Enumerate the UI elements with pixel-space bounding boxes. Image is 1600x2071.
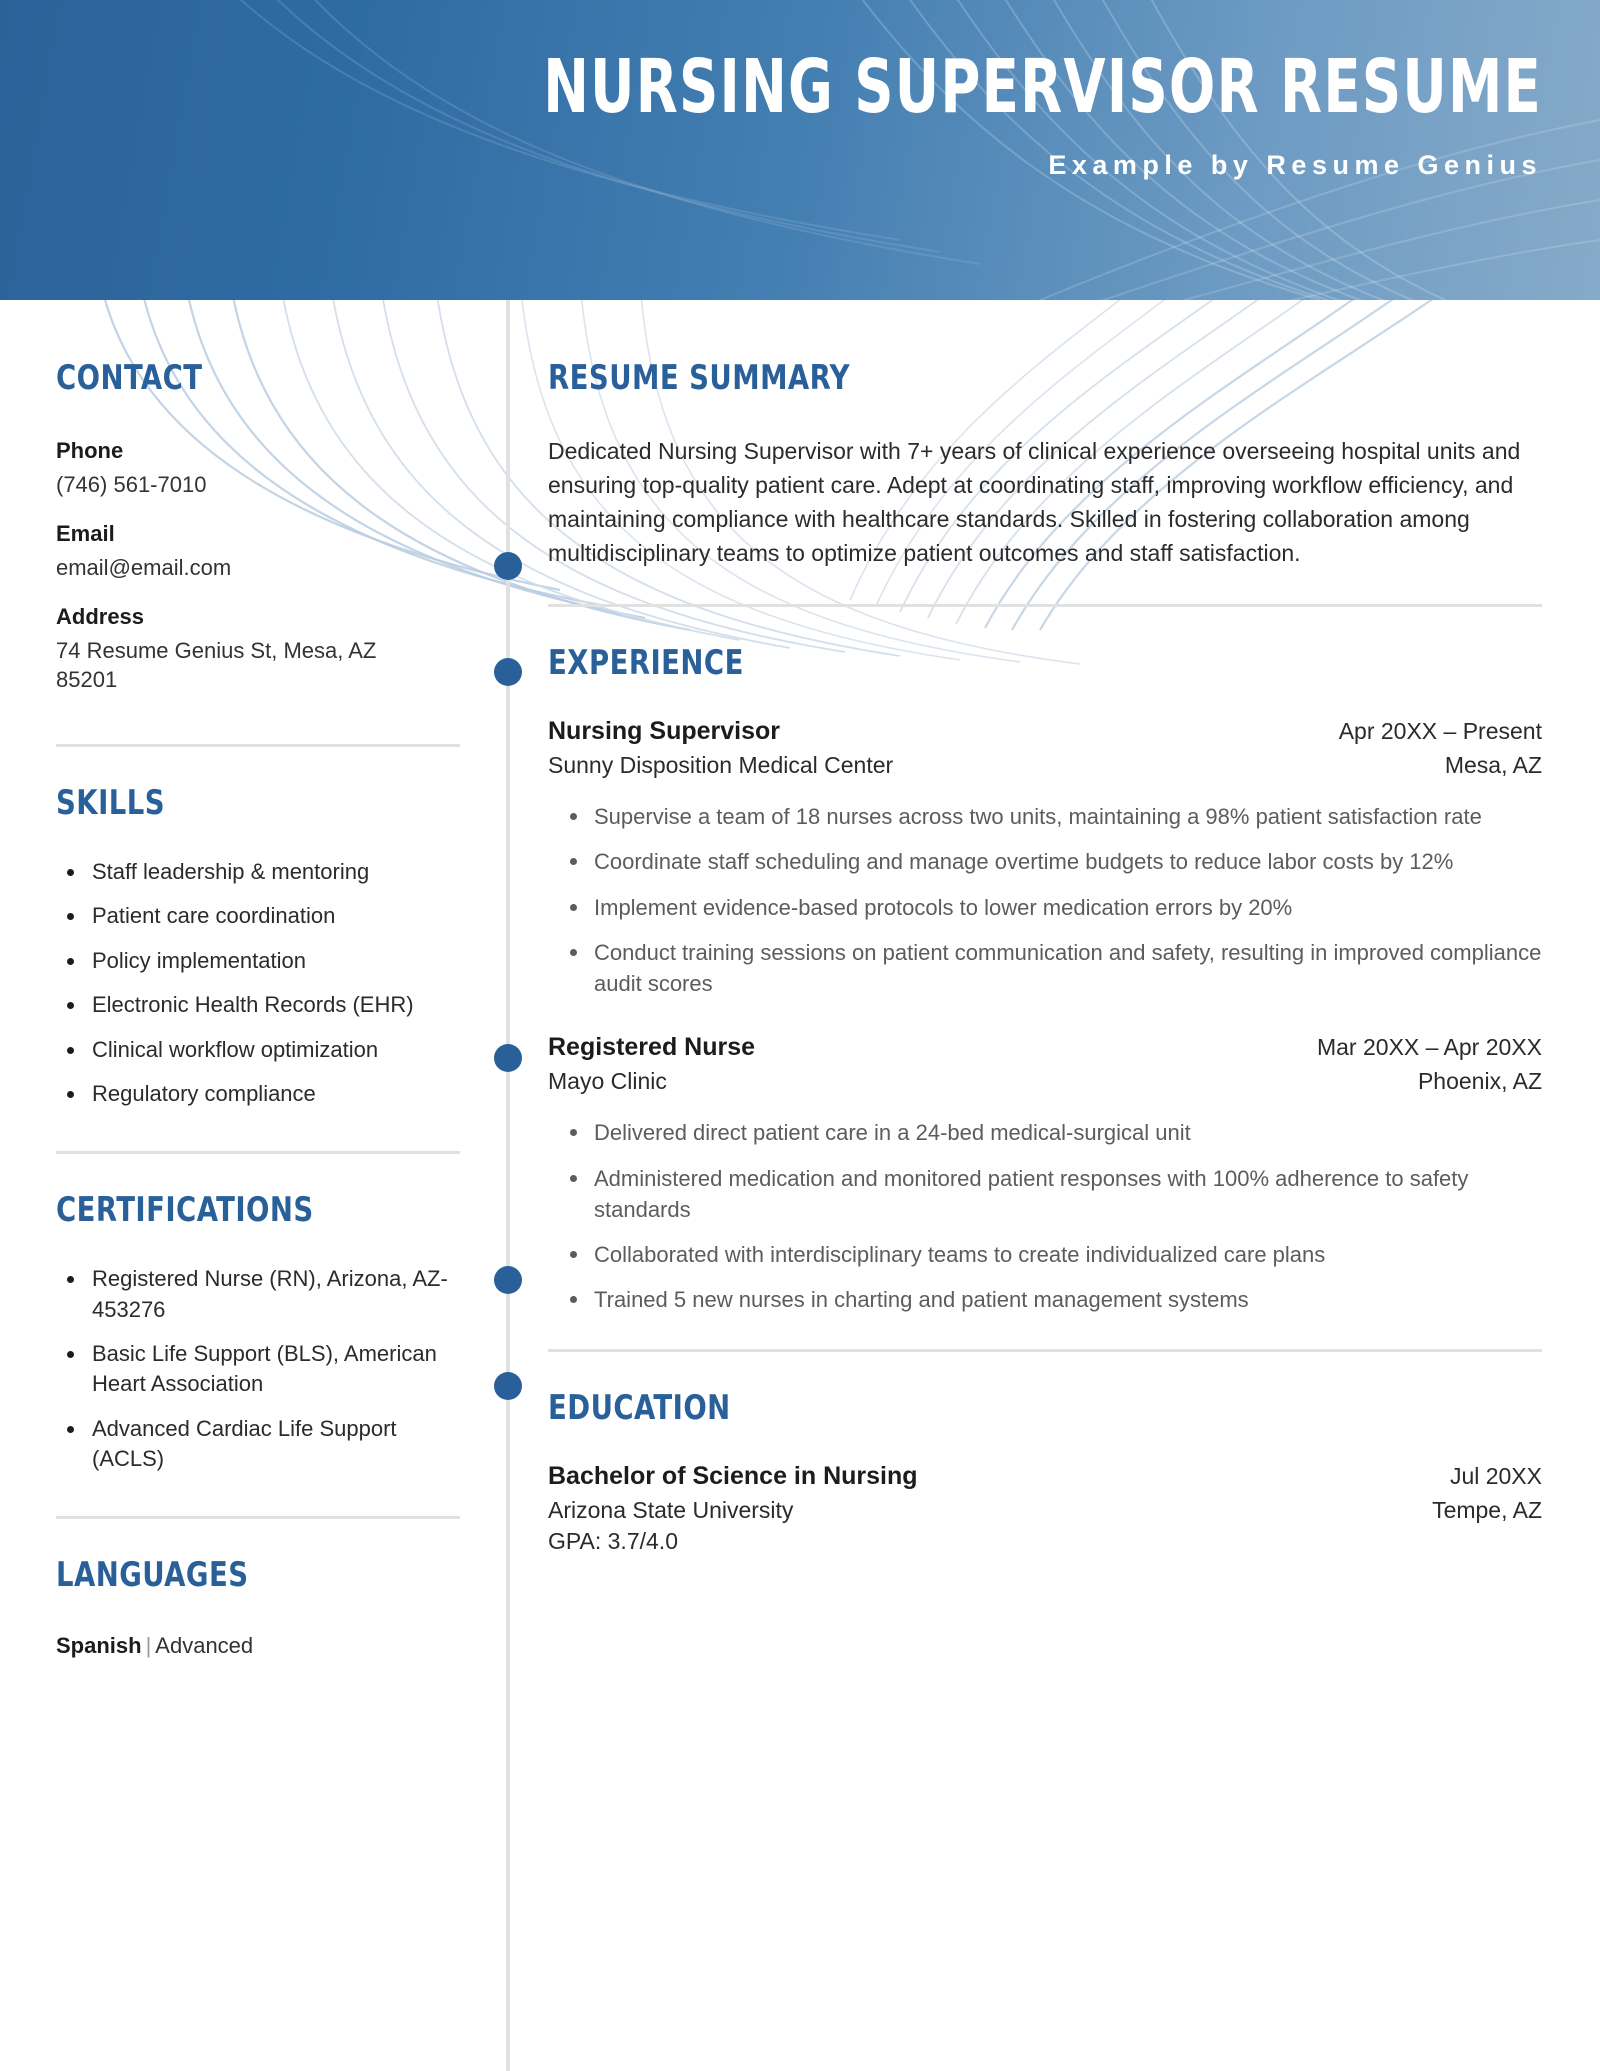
list-item: Administered medication and monitored patient responses with 100% adherence to safety standards: [548, 1163, 1542, 1225]
contact-email-value[interactable]: email@email.com: [56, 555, 232, 581]
list-item: Delivered direct patient care in a 24-bed medical-surgical unit: [548, 1117, 1542, 1148]
job-header-row: [548, 1033, 1542, 1062]
education-entry: [548, 1462, 1542, 1555]
list-item: Staff leadership & mentoring: [56, 857, 460, 887]
job-location: Mesa, AZ: [1444, 752, 1542, 779]
summary-section: [548, 358, 1542, 570]
education-location: Tempe, AZ: [1432, 1497, 1542, 1524]
education-school: Arizona State University: [548, 1497, 794, 1524]
vertical-divider: [506, 300, 510, 2071]
list-item: Policy implementation: [56, 946, 460, 976]
certifications-section: [56, 1190, 460, 1474]
experience-section: [548, 643, 1542, 1315]
experience-entry: [548, 1033, 1542, 1315]
skills-section: [56, 783, 460, 1109]
list-item: Advanced Cardiac Life Support (ACLS): [56, 1414, 460, 1475]
job-title: Nursing Supervisor: [548, 717, 780, 746]
contact-email-label: Email: [56, 521, 115, 547]
list-item: Collaborated with interdisciplinary teams to create individualized care plans: [548, 1239, 1542, 1270]
summary-heading: RESUME SUMMARY: [548, 358, 851, 398]
contact-phone: [56, 438, 460, 499]
education-section: [548, 1388, 1542, 1555]
education-degree: Bachelor of Science in Nursing: [548, 1462, 918, 1491]
contact-address-label: Address: [56, 604, 145, 630]
list-item: Electronic Health Records (EHR): [56, 990, 460, 1020]
certifications-list: [56, 1264, 460, 1474]
education-heading: EDUCATION: [548, 1388, 731, 1429]
list-item: Basic Life Support (BLS), American Heart Association: [56, 1339, 460, 1400]
contact-address-value: 74 Resume Genius St, Mesa, AZ 85201: [56, 638, 377, 693]
contact-phone-value[interactable]: (746) 561-7010: [56, 472, 207, 497]
job-org-row: [548, 746, 1542, 779]
language-separator: |: [145, 1633, 152, 1659]
list-item: Regulatory compliance: [56, 1079, 460, 1109]
resume-body: [0, 300, 1600, 2071]
header-text-block: [324, 44, 1542, 181]
experience-heading: EXPERIENCE: [548, 643, 744, 684]
skills-heading: SKILLS: [56, 783, 166, 824]
languages-heading: LANGUAGES: [56, 1555, 249, 1596]
divider-dot: [494, 1266, 522, 1294]
divider-dot: [494, 1044, 522, 1072]
job-org-row: [548, 1062, 1542, 1095]
list-item: Supervise a team of 18 nurses across two units, maintaining a 98% patient satisfaction rate: [548, 801, 1542, 832]
education-date: Jul 20XX: [1449, 1463, 1542, 1490]
language-level: Advanced: [155, 1633, 254, 1659]
list-item: Clinical workflow optimization: [56, 1035, 460, 1065]
certifications-heading: CERTIFICATIONS: [56, 1190, 314, 1231]
skills-list: [56, 857, 460, 1109]
language-name: Spanish: [56, 1633, 142, 1659]
job-title: Registered Nurse: [548, 1033, 756, 1062]
contact-email: [56, 521, 460, 582]
contact-phone-label: Phone: [56, 438, 124, 463]
contact-address: [56, 604, 460, 694]
list-item: Trained 5 new nurses in charting and patient management systems: [548, 1284, 1542, 1315]
divider-dot: [494, 1372, 522, 1400]
contact-section: [56, 358, 460, 694]
contact-heading: CONTACT: [56, 358, 203, 398]
resume-header: [0, 0, 1600, 300]
language-item: [56, 1633, 460, 1659]
list-item: Patient care coordination: [56, 901, 460, 931]
page-title: NURSING SUPERVISOR RESUME: [543, 44, 1542, 130]
job-bullet-list: [548, 1117, 1542, 1315]
list-item: Registered Nurse (RN), Arizona, AZ-453276: [56, 1264, 460, 1325]
education-school-row: [548, 1491, 1542, 1524]
page-subtitle: Example by Resume Genius: [1048, 150, 1542, 181]
job-bullet-list: [548, 801, 1542, 999]
job-header-row: [548, 717, 1542, 746]
education-gpa: GPA: 3.7/4.0: [548, 1528, 678, 1555]
summary-text: Dedicated Nursing Supervisor with 7+ years of clinical experience overseeing hospital units and ensuring top-quality patient care. Adept at coordinating staff, improving workflow efficiency, and maintaining compliance with healthcare standards. Skilled in fostering collaboration among multidisciplinary teams to optimize patient outcomes and staff satisfaction.: [548, 438, 1521, 567]
divider-dot: [494, 552, 522, 580]
job-organization: Sunny Disposition Medical Center: [548, 752, 894, 779]
job-organization: Mayo Clinic: [548, 1068, 667, 1095]
job-dates: Mar 20XX – Apr 20XX: [1316, 1034, 1542, 1061]
languages-section: [56, 1555, 460, 1659]
divider-dot: [494, 658, 522, 686]
list-item: Conduct training sessions on patient communication and safety, resulting in improved compliance audit scores: [548, 937, 1542, 999]
main-column: [506, 300, 1600, 1659]
education-header-row: [548, 1462, 1542, 1491]
job-dates: Apr 20XX – Present: [1338, 718, 1542, 745]
sidebar: [0, 300, 506, 1659]
list-item: Implement evidence-based protocols to lower medication errors by 20%: [548, 892, 1542, 923]
experience-entry: [548, 717, 1542, 999]
list-item: Coordinate staff scheduling and manage overtime budgets to reduce labor costs by 12%: [548, 846, 1542, 877]
job-location: Phoenix, AZ: [1417, 1068, 1542, 1095]
